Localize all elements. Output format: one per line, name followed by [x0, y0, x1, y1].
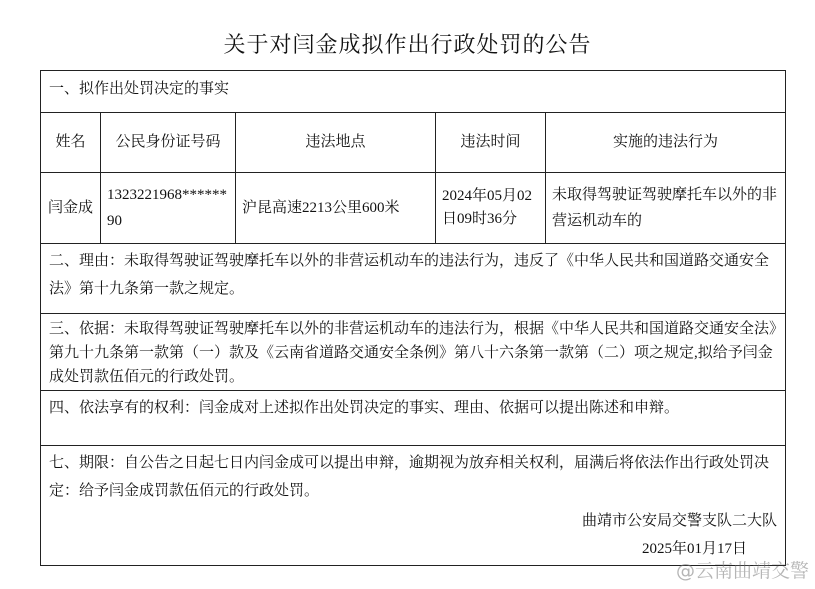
section3-basis: 三、依据：未取得驾驶证驾驶摩托车以外的非营运机动车的违法行为，根据《中华人民共和国道路交通安全法》第九十九条第一款第（一）款及《云南省道路交通安全条例》第八十六条第一款第（二）项之规定,拟给予闫金成处罚款伍佰元的行政处罚。	[40, 313, 786, 391]
cell-id: 1323221968******90	[101, 172, 236, 243]
section2-reason: 二、理由：未取得驾驶证驾驶摩托车以外的非营运机动车的违法行为，违反了《中华人民共和国道路交通安全法》第十九条第一款之规定。	[40, 243, 786, 314]
watermark: @云南曲靖交警	[675, 560, 809, 582]
section1-text: 一、拟作出处罚决定的事实	[49, 81, 230, 97]
cell-name: 闫金成	[41, 172, 101, 243]
header-id: 公民身份证号码	[101, 112, 236, 172]
header-location: 违法地点	[236, 112, 436, 172]
cell-location: 沪昆高速2213公里600米	[236, 172, 436, 243]
issuer: 曲靖市公安局交警支队二大队	[581, 513, 777, 529]
section4-rights: 四、依法享有的权利：闫金成对上述拟作出处罚决定的事实、理由、依据可以提出陈述和申辩。	[40, 390, 786, 446]
header-behavior: 实施的违法行为	[612, 134, 718, 150]
header-time: 违法时间	[436, 112, 546, 172]
date: 2025年01月17日	[641, 541, 747, 557]
header-name: 姓名	[41, 112, 101, 172]
section7-text: 七、期限：自公告之日起七日内闫金成可以提出申辩，逾期视为放弃相关权利，届满后将依法作出行政处罚决定：给予闫金成罚款伍佰元的行政处罚。	[49, 455, 770, 499]
section7-deadline	[40, 445, 786, 566]
page-title: 关于对闫金成拟作出行政处罚的公告	[223, 32, 592, 57]
cell-behavior: 未取得驾驶证驾驶摩托车以外的非营运机动车的	[552, 186, 778, 229]
section1-heading	[40, 70, 786, 113]
table-header-row	[40, 112, 786, 173]
table-row	[40, 172, 786, 244]
cell-time: 2024年05月02日09时36分	[436, 172, 546, 243]
